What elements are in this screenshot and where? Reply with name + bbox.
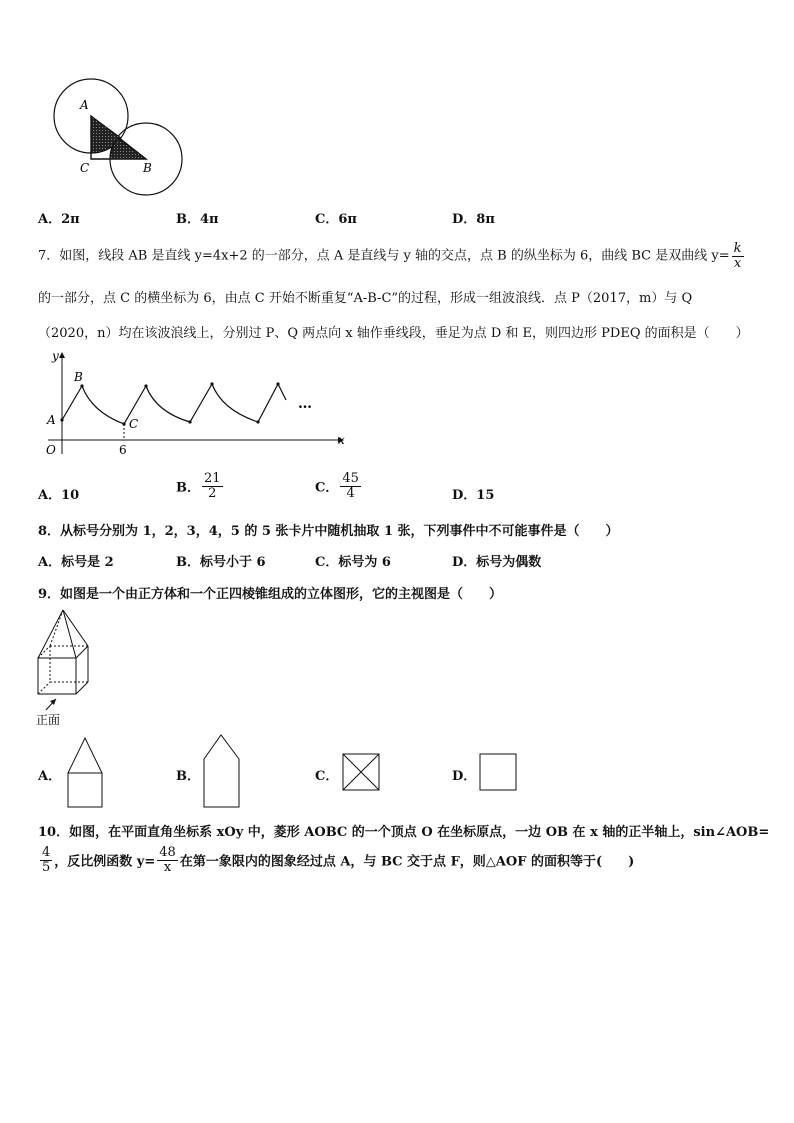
q10-sin-fraction: $\frac{4}{5}$ bbox=[42, 845, 51, 875]
q9-option-d-figure[interactable] bbox=[478, 752, 518, 792]
shaded-sector-b bbox=[110, 138, 146, 159]
q8-option-a[interactable]: A．标号是 2 bbox=[38, 555, 114, 570]
q6-option-c[interactable]: C．6π bbox=[315, 212, 357, 227]
q7-wave-figure bbox=[40, 350, 350, 460]
continuation-dots: … bbox=[298, 396, 312, 412]
q6-option-d[interactable]: D．8π bbox=[452, 212, 495, 227]
y-label: y bbox=[52, 349, 59, 363]
q6-option-a[interactable]: A．2π bbox=[38, 212, 80, 227]
q9-option-b-figure[interactable] bbox=[202, 733, 242, 809]
origin-label: O bbox=[46, 443, 56, 457]
q9-option-c[interactable]: C． bbox=[315, 769, 339, 784]
q9-option-c-figure[interactable] bbox=[341, 752, 381, 792]
point-c-label: C bbox=[129, 417, 139, 431]
label-a: A bbox=[80, 98, 89, 112]
q10-stem-line1: 10．如图，在平面直角坐标系 xOy 中，菱形 AOBC 的一个顶点 O 在坐标原点，一边 OB 在 x 轴的正半轴上，sin∠AOB= bbox=[38, 825, 770, 840]
q9-option-d[interactable]: D． bbox=[452, 769, 477, 784]
q6-circles-figure bbox=[50, 78, 190, 198]
q7-option-b-fraction: $\frac{21}{2}$ bbox=[204, 471, 221, 501]
q9-option-a-figure[interactable] bbox=[66, 735, 106, 809]
tick-6-label: 6 bbox=[119, 443, 127, 457]
q6-option-b[interactable]: B．4π bbox=[176, 212, 219, 227]
q7-option-a[interactable]: A．10 bbox=[38, 488, 80, 503]
label-c: C bbox=[80, 161, 90, 175]
q8-stem: 8．从标号分别为 1，2，3，4，5 的 5 张卡片中随机抽取 1 张，下列事件中不可能事件是（ ） bbox=[38, 524, 619, 539]
q7-option-c[interactable]: C． $\frac{45}{4}$ bbox=[315, 471, 359, 501]
q9-stem: 9．如图是一个由正方体和一个正四棱锥组成的立体图形，它的主视图是（ ） bbox=[38, 587, 503, 602]
q7-option-b[interactable]: B． $\frac{21}{2}$ bbox=[176, 471, 221, 501]
q7-stem-line1: 7．如图，线段 AB 是直线 y=4x+2 的一部分，点 A 是直线与 y 轴的交点，点 B 的纵坐标为 6，曲线 BC 是双曲线 y= $\frac{k}{x}$ bbox=[38, 241, 742, 271]
q7-k-over-x: $\frac{k}{x}$ bbox=[733, 241, 742, 271]
y-arrow bbox=[59, 352, 65, 358]
q7-option-c-fraction: $\frac{45}{4}$ bbox=[342, 471, 359, 501]
q8-option-d[interactable]: D．标号为偶数 bbox=[452, 555, 542, 570]
q10-fn-fraction: $\frac{48}{x}$ bbox=[159, 845, 176, 875]
q8-option-b[interactable]: B．标号小于 6 bbox=[176, 555, 266, 570]
q8-option-c[interactable]: C．标号为 6 bbox=[315, 555, 391, 570]
point-a-label: A bbox=[47, 413, 56, 427]
x-label: x bbox=[338, 433, 345, 447]
q10-stem-line2: $\frac{4}{5}$ ，反比例函数 y= $\frac{48}{x}$ 在第一象限内的图象经过点 A，与 BC 交于点 F，则△AOF 的面积等于( ) bbox=[42, 845, 635, 875]
q7-stem-line2: 的一部分，点 C 的横坐标为 6，由点 C 开始不断重复“A-B-C”的过程，形成一组波浪线．点 P（2017，m）与 Q bbox=[38, 291, 693, 306]
q9-solid-figure bbox=[36, 606, 96, 728]
q7-stem-line3: （2020，n）均在该波浪线上，分别过 P、Q 两点向 x 轴作垂线段，垂足为点 D 和 E，则四边形 PDEQ 的面积是（ ） bbox=[38, 326, 749, 341]
q9-option-a[interactable]: A． bbox=[38, 769, 62, 784]
point-b-label: B bbox=[74, 370, 83, 384]
label-b: B bbox=[143, 161, 152, 175]
front-label: 正面 bbox=[36, 713, 61, 727]
wave-curve bbox=[62, 384, 286, 424]
q7-option-d[interactable]: D．15 bbox=[452, 488, 495, 503]
q9-option-b[interactable]: B． bbox=[176, 769, 200, 784]
